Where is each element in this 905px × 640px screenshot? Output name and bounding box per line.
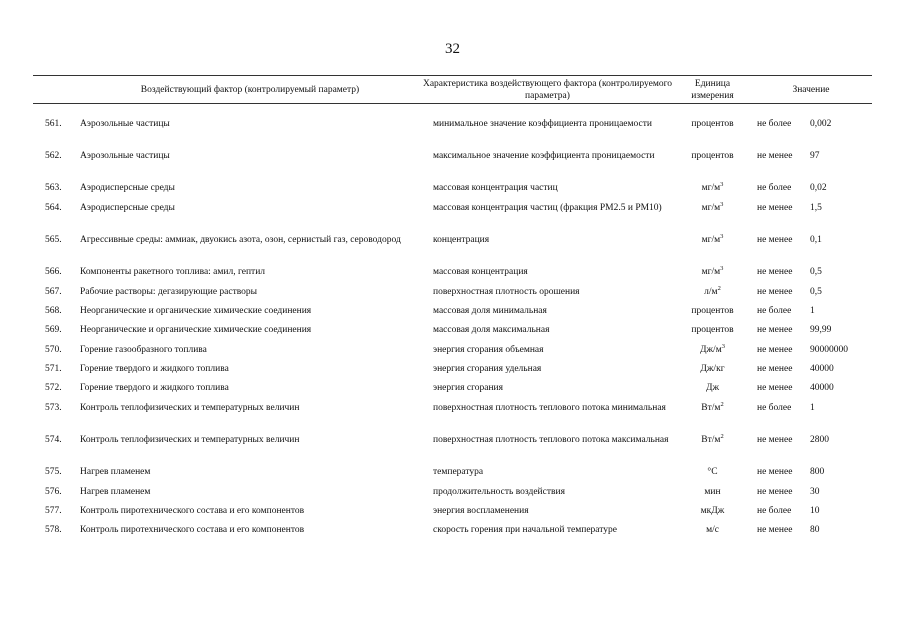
row-value: 2800	[810, 435, 829, 445]
row-number: 561.	[45, 119, 62, 129]
row-value: 0,5	[810, 287, 822, 297]
row-characteristic: энергия воспламенения	[433, 506, 529, 516]
row-factor: Нагрев пламенем	[80, 467, 151, 477]
row-comparator: не менее	[757, 203, 793, 213]
unit-text: мкДж	[700, 506, 725, 516]
row-number: 562.	[45, 151, 62, 161]
row-comparator: не менее	[757, 345, 793, 355]
row-characteristic: поверхностная плотность теплового потока максимальная	[433, 435, 669, 445]
row-comparator: не более	[757, 403, 792, 413]
row-characteristic: массовая концентрация частиц (фракция РМ2.5 и РМ10)	[433, 203, 662, 213]
row-number: 563.	[45, 183, 62, 193]
header-factor: Воздействующий фактор (контролируемый параметр)	[140, 84, 360, 95]
row-comparator: не менее	[757, 235, 793, 245]
row-number: 576.	[45, 487, 62, 497]
row-unit	[675, 234, 750, 246]
row-number: 569.	[45, 325, 62, 335]
row-value: 10	[810, 506, 820, 516]
row-characteristic: энергия сгорания	[433, 383, 503, 393]
unit-text: процентов	[691, 306, 734, 316]
unit-text: процентов	[691, 151, 734, 161]
row-value: 1,5	[810, 203, 822, 213]
row-unit	[675, 434, 750, 446]
row-factor: Нагрев пламенем	[80, 487, 151, 497]
row-unit	[675, 286, 750, 298]
row-number: 571.	[45, 364, 62, 374]
row-characteristic: массовая доля максимальная	[433, 325, 550, 335]
unit-text: Дж/кг	[700, 364, 725, 374]
row-value: 0,5	[810, 267, 822, 277]
row-value: 0,1	[810, 235, 822, 245]
row-factor: Контроль теплофизических и температурных величин	[80, 435, 300, 445]
row-unit	[675, 118, 750, 130]
row-value: 97	[810, 151, 820, 161]
row-value: 40000	[810, 383, 834, 393]
row-comparator: не менее	[757, 383, 793, 393]
row-factor: Контроль теплофизических и температурных величин	[80, 403, 300, 413]
row-unit	[675, 505, 750, 517]
row-unit	[675, 266, 750, 278]
row-number: 564.	[45, 203, 62, 213]
row-factor: Контроль пиротехнического состава и его компонентов	[80, 525, 305, 535]
unit-text: мг/м	[701, 267, 721, 277]
row-characteristic: массовая концентрация	[433, 267, 528, 277]
row-factor: Агрессивные среды: аммиак, двуокись азота, озон, сернистый газ, сероводород	[80, 235, 401, 245]
row-number: 566.	[45, 267, 62, 277]
row-factor: Неорганические и органические химические соединения	[80, 325, 312, 335]
row-comparator: не менее	[757, 364, 793, 374]
row-comparator: не менее	[757, 467, 793, 477]
row-factor: Аэродисперсные среды	[80, 203, 175, 213]
row-factor: Горение твердого и жидкого топлива	[80, 383, 229, 393]
row-factor: Горение газообразного топлива	[80, 345, 207, 355]
row-number: 570.	[45, 345, 62, 355]
row-value: 30	[810, 487, 820, 497]
row-comparator: не менее	[757, 151, 793, 161]
row-number: 567.	[45, 287, 62, 297]
row-unit	[675, 182, 750, 194]
row-factor: Аэрозольные частицы	[80, 119, 170, 129]
unit-text: °С	[707, 467, 718, 477]
row-characteristic: массовая концентрация частиц	[433, 183, 558, 193]
unit-exponent: 2	[720, 432, 724, 440]
row-comparator: не менее	[757, 267, 793, 277]
unit-text: Вт/м	[701, 435, 721, 445]
unit-exponent: 3	[720, 200, 724, 208]
row-value: 0,002	[810, 119, 832, 129]
unit-text: мг/м	[701, 203, 721, 213]
header-characteristic: Характеристика воздействующего фактора (контролируемого параметра)	[422, 78, 673, 101]
row-comparator: не более	[757, 183, 792, 193]
row-value: 80	[810, 525, 820, 535]
row-characteristic: энергия сгорания удельная	[433, 364, 542, 374]
row-factor: Аэрозольные частицы	[80, 151, 170, 161]
row-value: 99,99	[810, 325, 832, 335]
row-unit	[675, 150, 750, 162]
row-number: 577.	[45, 506, 62, 516]
row-characteristic: поверхностная плотность теплового потока минимальная	[433, 403, 666, 413]
row-unit	[675, 202, 750, 214]
row-value: 1	[810, 306, 815, 316]
row-characteristic: скорость горения при начальной температуре	[433, 525, 618, 535]
row-value: 40000	[810, 364, 834, 374]
row-factor: Неорганические и органические химические соединения	[80, 306, 312, 316]
unit-text: м/с	[706, 525, 719, 535]
unit-exponent: 3	[720, 180, 724, 188]
row-number: 578.	[45, 525, 62, 535]
unit-exponent: 3	[720, 232, 724, 240]
row-comparator: не менее	[757, 487, 793, 497]
header-unit: Единица измерения	[691, 78, 734, 101]
row-unit	[675, 305, 750, 317]
header-bottom-rule	[33, 103, 872, 104]
row-unit	[675, 324, 750, 336]
unit-text: процентов	[691, 325, 734, 335]
row-unit	[675, 344, 750, 356]
row-characteristic: минимальное значение коэффициента проницаемости	[433, 119, 652, 129]
row-value: 1	[810, 403, 815, 413]
row-number: 568.	[45, 306, 62, 316]
unit-exponent: 3	[721, 342, 725, 350]
row-factor: Контроль пиротехнического состава и его компонентов	[80, 506, 305, 516]
row-comparator: не более	[757, 306, 792, 316]
row-characteristic: максимальное значение коэффициента проницаемости	[433, 151, 655, 161]
unit-exponent: 2	[717, 284, 721, 292]
row-characteristic: продолжительность воздействия	[433, 487, 565, 497]
row-comparator: не менее	[757, 325, 793, 335]
unit-text: мг/м	[701, 183, 721, 193]
row-number: 575.	[45, 467, 62, 477]
row-unit	[675, 524, 750, 536]
unit-exponent: 3	[720, 264, 724, 272]
unit-text: Дж/м	[700, 345, 722, 355]
row-unit	[675, 363, 750, 375]
row-value: 0,02	[810, 183, 827, 193]
unit-text: мг/м	[701, 235, 721, 245]
unit-text: процентов	[691, 119, 734, 129]
row-unit	[675, 486, 750, 498]
row-number: 574.	[45, 435, 62, 445]
row-number: 573.	[45, 403, 62, 413]
row-comparator: не менее	[757, 525, 793, 535]
row-value: 90000000	[810, 345, 848, 355]
row-comparator: не более	[757, 119, 792, 129]
row-factor: Рабочие растворы: дегазирующие растворы	[80, 287, 258, 297]
unit-text: Вт/м	[701, 403, 721, 413]
row-number: 572.	[45, 383, 62, 393]
row-unit	[675, 402, 750, 414]
page-number: 32	[445, 41, 460, 57]
row-characteristic: массовая доля минимальная	[433, 306, 547, 316]
row-characteristic: энергия сгорания объемная	[433, 345, 544, 355]
row-factor: Аэродисперсные среды	[80, 183, 175, 193]
row-characteristic: поверхностная плотность орошения	[433, 287, 580, 297]
row-number: 565.	[45, 235, 62, 245]
row-comparator: не менее	[757, 435, 793, 445]
row-comparator: не менее	[757, 287, 793, 297]
row-unit	[675, 382, 750, 394]
unit-text: Дж	[705, 383, 720, 393]
unit-text: мин	[704, 487, 721, 497]
row-value: 800	[810, 467, 825, 477]
row-comparator: не более	[757, 506, 792, 516]
header-top-rule	[33, 75, 872, 76]
row-characteristic: концентрация	[433, 235, 490, 245]
header-value: Значение	[792, 84, 830, 95]
unit-text: л/м	[704, 287, 718, 297]
row-factor: Компоненты ракетного топлива: амил, гептил	[80, 267, 266, 277]
row-characteristic: температура	[433, 467, 484, 477]
unit-exponent: 2	[720, 400, 724, 408]
row-factor: Горение твердого и жидкого топлива	[80, 364, 229, 374]
row-unit	[675, 466, 750, 478]
